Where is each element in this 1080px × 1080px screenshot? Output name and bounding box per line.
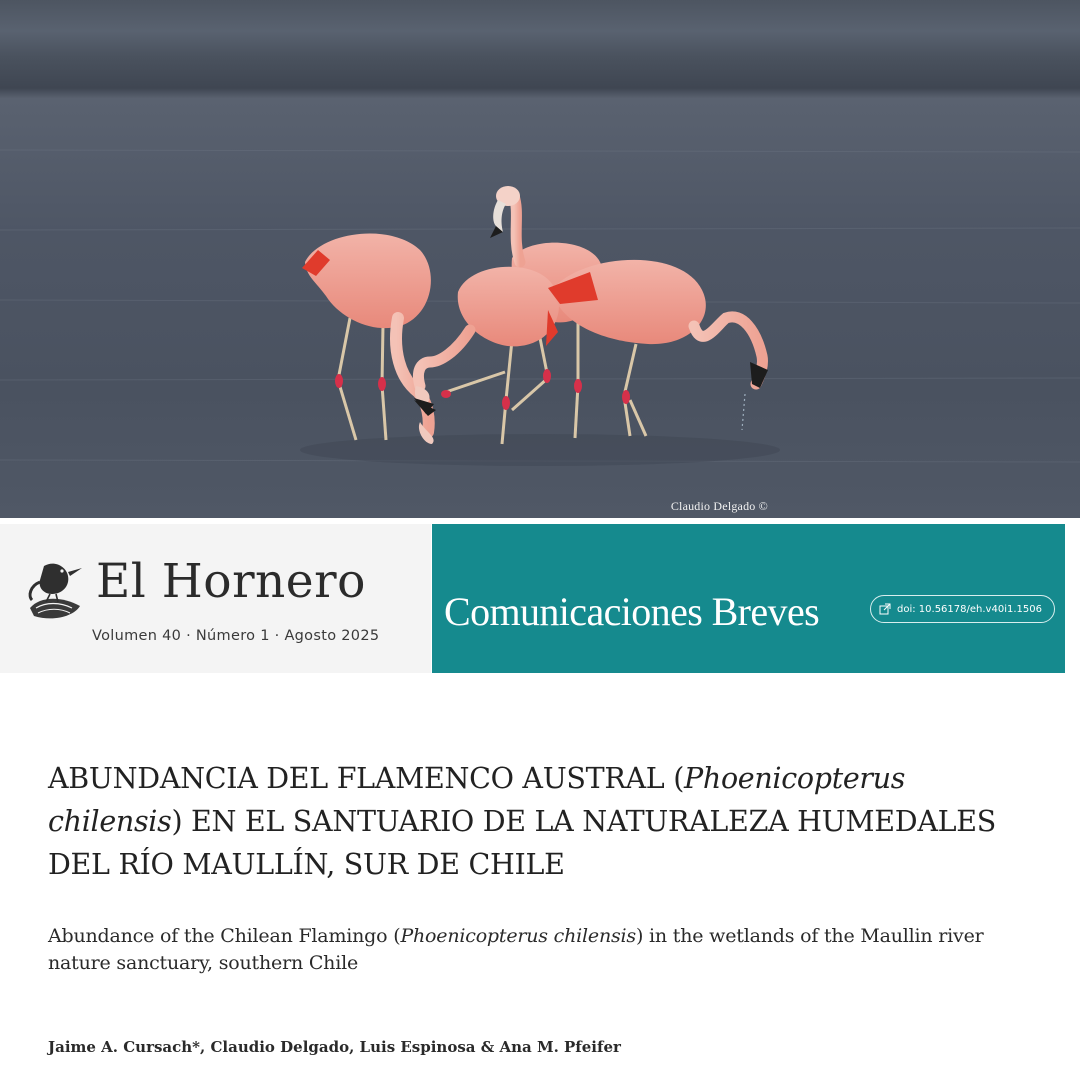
journal-name: El Hornero [96, 554, 366, 609]
section-title: Comunicaciones Breves [444, 589, 820, 634]
hero-photo [0, 0, 1080, 518]
authors-list: Jaime A. Cursach*, Claudio Delgado, Luis Espinosa & Ana M. Pfeifer [48, 1038, 621, 1056]
doi-text: doi: 10.56178/eh.v40i1.1506 [897, 603, 1042, 615]
photo-credit: Claudio Delgado © [670, 499, 768, 513]
english-species: Phoenicopterus chilensis [400, 925, 636, 947]
doi-link[interactable] [870, 595, 1055, 623]
flamingo-left [302, 233, 436, 444]
english-title: Abundance of the Chilean Flamingo (Phoenicopterus chilensis) in the wetlands of the Maullin river nature sanctuary, southern Chile [48, 925, 984, 974]
issue-info: Volumen 40 · Número 1 · Agosto 2025 [92, 628, 380, 644]
flamingo-right [548, 260, 768, 436]
flamingos-illustration [0, 0, 1080, 518]
species-epithet: chilensis [48, 805, 172, 838]
article-title: ABUNDANCIA DEL FLAMENCO AUSTRAL (Phoenicopterus chilensis) EN EL SANTUARIO DE LA NATURALEZA HUMEDALES DEL RÍO MAULLÍN, SUR DE CHILE [48, 762, 996, 881]
species-genus: Phoenicopterus [684, 762, 906, 795]
flamingo-center [414, 267, 559, 444]
section-header [432, 524, 1065, 673]
hornero-bird-nest-logo-icon [24, 556, 88, 626]
external-link-icon [879, 603, 891, 615]
journal-header [0, 524, 431, 673]
